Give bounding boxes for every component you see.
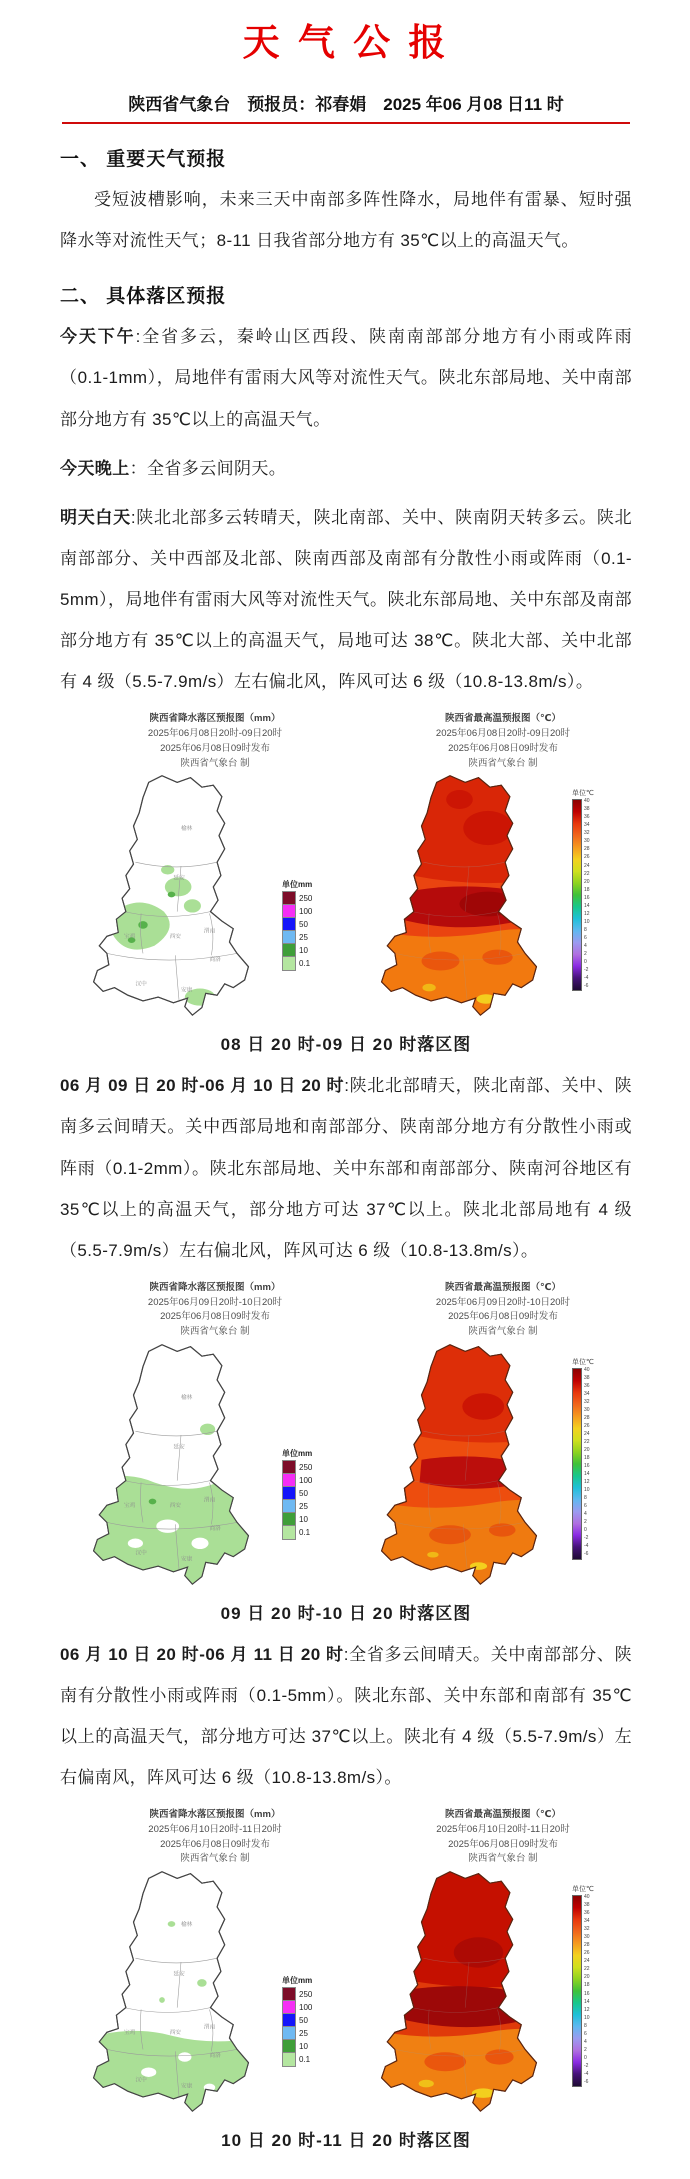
legend-level-value: 0.1 bbox=[299, 1527, 311, 1537]
city-label: 宝鸡 bbox=[124, 1502, 136, 1509]
legend-level-value: 0.1 bbox=[299, 959, 311, 969]
city-label: 商洛 bbox=[209, 2053, 221, 2060]
legend-level-value: 100 bbox=[299, 2003, 313, 2013]
city-label: 渭南 bbox=[203, 1497, 216, 1504]
legend-level-value: 250 bbox=[299, 1462, 313, 1472]
legend-unit-label: 单位℃ bbox=[572, 1358, 594, 1366]
city-label: 汉中 bbox=[135, 981, 147, 988]
forecast-day3 bbox=[60, 1634, 632, 1799]
forecast-text: :陕北北部多云转晴天，陕北南部、关中、陕南阴天转多云。陕北南部部分、关中西部及北部、陕南西部及南部有分散性小雨或阵雨（0.1-5mm），局地伴有雷雨大风等对流性天气。陕北东部局地、关中东部及南部部分地方有 35℃以上的高温天气，局地可达 38℃。陕北大部、关中北部有 4 级（5.5-7.9m/s）左右偏北风，阵风可达 6 级（10.8-13.8m/s）。 bbox=[60, 507, 632, 692]
city-label: 安康 bbox=[181, 1556, 193, 1563]
legend-level-value: 100 bbox=[299, 907, 313, 917]
map-header bbox=[86, 1808, 344, 1867]
city-label: 榆林 bbox=[181, 826, 193, 833]
legend-level-value: 0.1 bbox=[299, 2055, 311, 2065]
city-label: 汉中 bbox=[135, 2077, 147, 2084]
map-credit: 陕西省气象台 制 bbox=[180, 1853, 250, 1865]
map-pair-day3 bbox=[86, 1808, 632, 2114]
legend-unit-label: 单位℃ bbox=[572, 790, 594, 798]
legend-unit-label: 单位℃ bbox=[572, 1886, 594, 1894]
map-header bbox=[374, 1281, 632, 1340]
city-label: 商洛 bbox=[209, 1525, 221, 1532]
important-forecast-paragraph: 受短波槽影响，未来三天中南部多阵性降水，局地伴有雷暴、短时强降水等对流性天气；8-11 日我省部分地方有 35℃以上的高温天气。 bbox=[60, 190, 632, 251]
temp-map-figure-day1 bbox=[374, 712, 632, 1018]
precipitation-legend bbox=[282, 1448, 312, 1539]
forecast-today-afternoon bbox=[60, 316, 632, 439]
city-label: 汉中 bbox=[135, 1550, 147, 1557]
map-header bbox=[374, 712, 632, 771]
shaanxi-max-temperature-map bbox=[374, 1340, 564, 1587]
legend-level-value: 100 bbox=[299, 1475, 313, 1485]
map-issue-time: 2025年06月08日09时发布 bbox=[160, 742, 270, 754]
temp-map-figure-day2 bbox=[374, 1281, 632, 1587]
city-label: 宝鸡 bbox=[124, 934, 136, 941]
section-heading-detail: 二、 具体落区预报 bbox=[60, 286, 227, 308]
map-title: 陕西省降水落区预报图（mm） bbox=[149, 1281, 281, 1293]
forecast-day2 bbox=[60, 1065, 632, 1271]
shaanxi-precipitation-map bbox=[86, 771, 276, 1018]
forecast-label: 06 月 10 日 20 时-06 月 11 日 20 时 bbox=[60, 1644, 344, 1664]
legend-level-value: 50 bbox=[299, 1488, 308, 1498]
legend-level-value: 250 bbox=[299, 894, 313, 904]
forecast-text: :陕北北部晴天，陕北南部、关中、陕南多云间晴天。关中西部局地和南部部分、陕南部分地方有分散性小雨或阵雨（0.1-2mm）。陕北东部局地、关中东部和南部部分、陕南河谷地区有 35℃以上的高温天气，部分地方可达 37℃以上。陕北北部局地有 4 级（5.5-7.9m/s）左右偏北风，阵风可达 6 级（10.8-13.8m/s）。 bbox=[60, 1076, 632, 1260]
temperature-tick-labels: 40 38 36 34 32 30 28 26 24 22 20 18 16 14 12 10 8 6 4 2 0 -2 -4 -6 bbox=[584, 1366, 590, 1558]
map-issue-time: 2025年06月08日09时发布 bbox=[160, 1311, 270, 1323]
legend-level-value: 10 bbox=[299, 1514, 308, 1524]
map-title: 陕西省最高温预报图（℃） bbox=[444, 1281, 561, 1293]
legend-unit-label: 单位mm bbox=[282, 1448, 313, 1458]
forecast-label: 今天晚上 bbox=[60, 458, 130, 478]
map-issue-time: 2025年06月08日09时发布 bbox=[160, 1838, 270, 1850]
temp-map-figure-day3 bbox=[374, 1808, 632, 2114]
precip-map-figure-day1 bbox=[86, 712, 344, 1018]
map-header bbox=[374, 1808, 632, 1867]
temperature-tick-labels: 40 38 36 34 32 30 28 26 24 22 20 18 16 14 12 10 8 6 4 2 0 -2 -4 -6 bbox=[584, 1894, 590, 2085]
map-header bbox=[86, 712, 344, 771]
city-label: 榆林 bbox=[181, 1922, 193, 1929]
legend-unit-label: 单位mm bbox=[282, 1976, 313, 1986]
forecast-tomorrow bbox=[60, 497, 632, 703]
map-pair-day2 bbox=[86, 1281, 632, 1587]
legend-level-value: 10 bbox=[299, 2042, 308, 2052]
city-label: 安康 bbox=[181, 987, 193, 994]
forecast-tonight bbox=[60, 448, 632, 489]
legend-level-value: 25 bbox=[299, 933, 308, 943]
legend-color-swatch bbox=[282, 1525, 296, 1540]
city-label: 渭南 bbox=[203, 928, 216, 935]
legend-level-row bbox=[282, 2053, 312, 2066]
city-label: 西安 bbox=[169, 2030, 181, 2037]
shaanxi-precipitation-map bbox=[86, 1340, 276, 1587]
temperature-color-bar bbox=[572, 1895, 582, 2087]
map-issue-time: 2025年06月08日09时发布 bbox=[448, 1838, 558, 1850]
map-valid-time: 2025年06月08日20时-09日20时 bbox=[147, 728, 283, 740]
map-title: 陕西省最高温预报图（℃） bbox=[444, 713, 561, 725]
legend-level-value: 25 bbox=[299, 2029, 308, 2039]
legend-color-swatch bbox=[282, 956, 296, 971]
city-label: 西安 bbox=[169, 934, 181, 941]
forecast-label: 明天白天 bbox=[60, 507, 131, 527]
map-issue-time: 2025年06月08日09时发布 bbox=[448, 742, 558, 754]
legend-level-value: 50 bbox=[299, 2016, 308, 2026]
map-credit: 陕西省气象台 制 bbox=[468, 1853, 538, 1865]
map-valid-time: 2025年06月09日20时-10日20时 bbox=[147, 1296, 283, 1308]
legend-unit-label: 单位mm bbox=[282, 880, 313, 890]
map-credit: 陕西省气象台 制 bbox=[180, 757, 250, 769]
forecast-label: 06 月 09 日 20 时-06 月 10 日 20 时 bbox=[60, 1076, 345, 1096]
city-label: 安康 bbox=[181, 2083, 193, 2090]
map-caption-day3: 10 日 20 时-11 日 20 时落区图 bbox=[221, 2131, 471, 2151]
temperature-tick-labels: 40 38 36 34 32 30 28 26 24 22 20 18 16 14 12 10 8 6 4 2 0 -2 -4 -6 bbox=[584, 798, 590, 989]
city-label: 西安 bbox=[169, 1502, 181, 1509]
city-label: 宝鸡 bbox=[124, 2030, 136, 2037]
map-pair-day1 bbox=[86, 712, 632, 1018]
byline: 陕西省气象台 预报员：祁春娟 2025 年06 月08 日11 时 bbox=[62, 90, 630, 124]
map-caption-day1: 08 日 20 时-09 日 20 时落区图 bbox=[220, 1035, 472, 1055]
legend-level-row bbox=[282, 957, 312, 970]
forecast-text: :全省多云间晴天。关中南部部分、陕南有分散性小雨或阵雨（0.1-5mm）。陕北东部、关中东部和南部有 35℃以上的高温天气，部分地方可达 37℃以上。陕北有 4 级（5.5-7.9m/s）左右偏南风，阵风可达 6 级（10.8-13.8m/s）。 bbox=[60, 1644, 632, 1788]
legend-color-swatch bbox=[282, 2052, 296, 2067]
legend-level-value: 25 bbox=[299, 1501, 308, 1511]
shaanxi-max-temperature-map bbox=[374, 1867, 564, 2114]
temperature-color-bar bbox=[572, 1368, 582, 1560]
map-credit: 陕西省气象台 制 bbox=[468, 757, 538, 769]
precipitation-legend bbox=[282, 879, 312, 970]
city-label: 榆林 bbox=[181, 1394, 193, 1401]
city-label: 延安 bbox=[173, 1444, 185, 1451]
legend-level-value: 50 bbox=[299, 920, 308, 930]
map-valid-time: 2025年06月09日20时-10日20时 bbox=[435, 1296, 571, 1308]
shaanxi-precipitation-map bbox=[86, 1867, 276, 2114]
map-title: 陕西省降水落区预报图（mm） bbox=[149, 1809, 281, 1821]
map-caption-day2: 09 日 20 时-10 日 20 时落区图 bbox=[220, 1603, 472, 1623]
map-valid-time: 2025年06月10日20时-11日20时 bbox=[436, 1823, 570, 1835]
temperature-color-bar bbox=[572, 799, 582, 991]
map-title: 陕西省最高温预报图（℃） bbox=[444, 1809, 561, 1821]
legend-level-value: 250 bbox=[299, 1990, 313, 2000]
legend-level-value: 10 bbox=[299, 946, 308, 956]
page-title: 天 气 公 报 bbox=[242, 22, 450, 63]
precip-map-figure-day2 bbox=[86, 1281, 344, 1587]
map-header bbox=[86, 1281, 344, 1340]
map-credit: 陕西省气象台 制 bbox=[180, 1326, 250, 1338]
city-label: 渭南 bbox=[203, 2024, 216, 2031]
city-label: 延安 bbox=[173, 875, 185, 882]
temperature-legend bbox=[572, 1884, 594, 2087]
map-issue-time: 2025年06月08日09时发布 bbox=[448, 1311, 558, 1323]
map-valid-time: 2025年06月08日20时-09日20时 bbox=[435, 728, 571, 740]
map-credit: 陕西省气象台 制 bbox=[468, 1326, 538, 1338]
precipitation-legend bbox=[282, 1975, 312, 2066]
city-label: 商洛 bbox=[209, 957, 221, 964]
city-label: 延安 bbox=[173, 1971, 185, 1978]
shaanxi-max-temperature-map bbox=[374, 771, 564, 1018]
temperature-legend bbox=[572, 1357, 594, 1560]
map-title: 陕西省降水落区预报图（mm） bbox=[149, 713, 281, 725]
legend-level-row bbox=[282, 1526, 312, 1539]
forecast-text: :全省多云，秦岭山区西段、陕南南部部分地方有小雨或阵雨（0.1-1mm），局地伴有雷雨大风等对流性天气。陕北东部局地、关中南部部分地方有 35℃以上的高温天气。 bbox=[60, 327, 632, 429]
temperature-legend bbox=[572, 788, 594, 991]
forecast-label: 今天下午 bbox=[60, 327, 136, 347]
precip-map-figure-day3 bbox=[86, 1808, 344, 2114]
map-valid-time: 2025年06月10日20时-11日20时 bbox=[148, 1823, 282, 1835]
forecast-text: ：全省多云间阴天。 bbox=[129, 458, 287, 478]
section-heading-important: 一、 重要天气预报 bbox=[60, 149, 227, 170]
